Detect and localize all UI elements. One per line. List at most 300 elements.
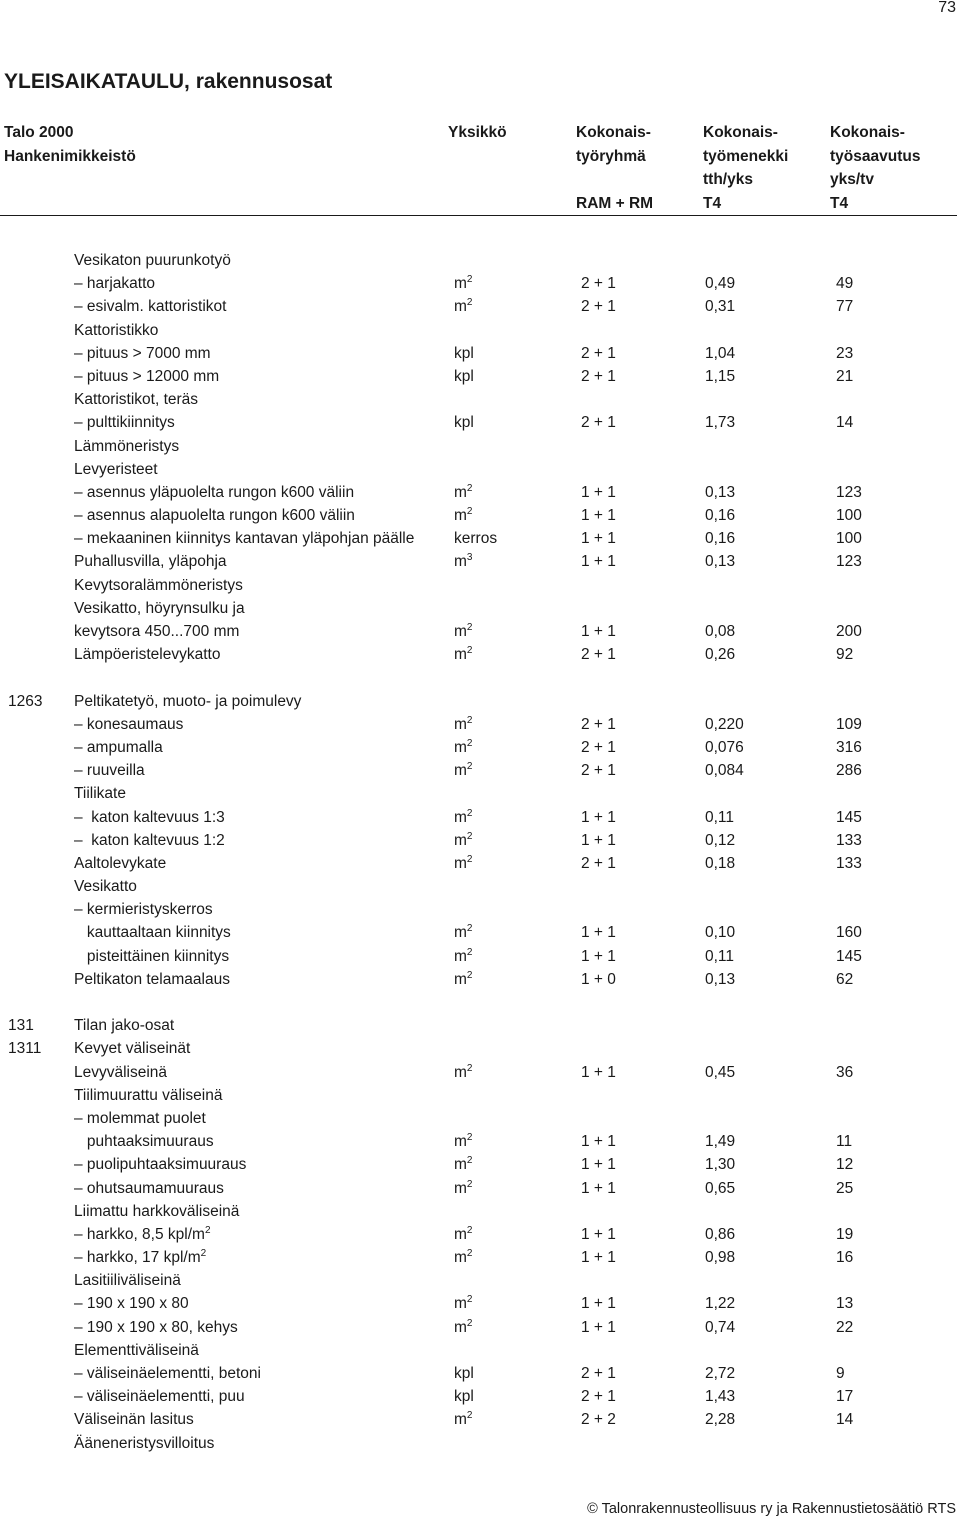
- item-label-text: Liimattu harkkoväliseinä: [74, 1202, 240, 1220]
- table-row: [0, 1084, 960, 1107]
- item-label-text: – harjakatto: [74, 275, 155, 293]
- crew-cell: 1 + 1: [581, 808, 616, 826]
- item-label: [74, 852, 166, 875]
- item-label-text: kevytsora 450...700 mm: [74, 623, 240, 640]
- table-row: [0, 365, 960, 388]
- item-label: [74, 1269, 181, 1292]
- crew-cell: 1 + 1: [581, 831, 616, 849]
- unit-cell: [454, 411, 474, 434]
- item-label-text: – konesaumaus: [74, 715, 184, 733]
- crew-cell: 1 + 1: [581, 1249, 616, 1267]
- unit-text: m: [454, 970, 467, 988]
- unit-cell: [454, 620, 472, 643]
- unit-text: m: [454, 298, 467, 316]
- item-label: [74, 365, 219, 388]
- item-label-text: – 190 x 190 x 80: [74, 1295, 189, 1313]
- unit-cell: [454, 295, 472, 318]
- table-row: [0, 504, 960, 527]
- table-row: [0, 411, 960, 434]
- item-label: [74, 1223, 211, 1246]
- unit-text: kerros: [454, 530, 498, 548]
- item-label: [74, 1362, 261, 1385]
- effort-cell: 0,11: [705, 808, 735, 826]
- unit-cell: [454, 1177, 472, 1200]
- crew-cell: 2 + 1: [581, 646, 616, 664]
- item-label-text: puhtaaksimuuraus: [74, 1133, 214, 1151]
- unit-superscript: 2: [466, 1224, 473, 1236]
- item-label: [74, 1084, 222, 1107]
- output-cell: 17: [836, 1388, 854, 1406]
- header-line: tth/yks: [703, 171, 753, 188]
- table-row: [0, 759, 960, 782]
- item-label: [74, 875, 137, 898]
- item-label: [74, 1432, 214, 1455]
- unit-cell: [454, 1408, 472, 1431]
- item-label-text: Kattoristikot, teräs: [74, 391, 199, 409]
- effort-cell: 1,49: [705, 1133, 736, 1151]
- effort-cell: 0,98: [705, 1249, 736, 1267]
- unit-text: m: [454, 1063, 467, 1081]
- output-cell: 13: [836, 1295, 854, 1313]
- table-row: [0, 1385, 960, 1408]
- header-line: yks/tv: [830, 171, 874, 188]
- unit-cell: [454, 504, 472, 527]
- item-label: [74, 1246, 206, 1269]
- row-spacer: [0, 991, 960, 1014]
- item-label-text: Lämmöneristys: [74, 437, 180, 455]
- crew-cell: 1 + 0: [581, 970, 616, 988]
- output-cell: 9: [836, 1365, 845, 1382]
- unit-superscript: 2: [466, 622, 473, 633]
- table-row: [0, 295, 960, 318]
- table-row: [0, 1014, 960, 1037]
- unit-cell: [454, 759, 472, 782]
- item-label-text: – pituus > 12000 mm: [74, 367, 220, 385]
- page-number: 73: [938, 0, 956, 16]
- table-row: [0, 1223, 960, 1246]
- output-cell: 16: [836, 1249, 854, 1267]
- unit-text: m: [454, 553, 467, 571]
- item-label-text: Peltikaton telamaalaus: [74, 970, 230, 988]
- item-label-text: – esivalm. kattoristikot: [74, 298, 227, 316]
- item-label-text: Kevytsoralämmöneristys: [74, 576, 243, 594]
- unit-text: m: [454, 854, 467, 872]
- effort-cell: 0,13: [705, 553, 736, 571]
- item-label: [74, 898, 213, 921]
- table-row: [0, 1432, 960, 1455]
- table-row: [0, 1177, 960, 1200]
- table-row: [0, 852, 960, 875]
- item-label: [74, 921, 231, 944]
- item-label: [74, 319, 158, 342]
- header-line: Kokonais-: [576, 124, 651, 141]
- table-row: [0, 1200, 960, 1223]
- table-row: [0, 1153, 960, 1176]
- unit-cell: [454, 829, 472, 852]
- item-label: [74, 713, 183, 736]
- unit-cell: [454, 527, 497, 550]
- unit-superscript: 2: [466, 482, 473, 494]
- header-line: Kokonais-: [703, 124, 778, 141]
- table-row: [0, 249, 960, 272]
- output-cell: 133: [836, 831, 862, 849]
- unit-text: m: [454, 1249, 467, 1267]
- item-label-text: Vesikatto: [74, 878, 137, 896]
- item-label: [74, 1408, 194, 1431]
- item-label: [74, 1177, 224, 1200]
- item-label: [74, 597, 245, 620]
- table-row: [0, 620, 960, 643]
- unit-text: m: [454, 1179, 467, 1197]
- item-label: [74, 782, 126, 805]
- output-cell: 160: [836, 924, 862, 942]
- crew-cell: 1 + 1: [581, 924, 616, 942]
- output-cell: 92: [836, 646, 854, 664]
- item-label-text: Puhallusvilla, yläpohja: [74, 553, 227, 571]
- output-cell: 100: [836, 530, 862, 548]
- header-line: työmenekki: [703, 147, 789, 165]
- item-label: [74, 1037, 190, 1060]
- item-label: [74, 481, 354, 504]
- unit-superscript: 2: [466, 645, 473, 657]
- item-label-text: Lasitiiliväliseinä: [74, 1272, 181, 1290]
- unit-cell: [454, 1130, 472, 1153]
- table-row: [0, 1292, 960, 1315]
- unit-cell: [454, 365, 474, 388]
- unit-text: m: [454, 1295, 467, 1313]
- unit-text: m: [454, 1411, 467, 1429]
- table-row: [0, 1408, 960, 1431]
- item-label: [74, 342, 211, 365]
- effort-cell: 1,15: [705, 367, 736, 385]
- header-line: Kokonais-: [830, 124, 905, 141]
- table-row: [0, 806, 960, 829]
- unit-text: m: [454, 1318, 467, 1336]
- unit-text: m: [454, 762, 467, 780]
- effort-cell: 0,076: [705, 738, 744, 756]
- table-row: [0, 898, 960, 921]
- item-code: 1263: [8, 692, 43, 710]
- item-label-text: Aaltolevykate: [74, 854, 167, 872]
- unit-superscript: 2: [466, 274, 473, 286]
- item-label-text: – katon kaltevuus 1:2: [74, 831, 225, 849]
- output-cell: 21: [836, 367, 854, 385]
- page-title: YLEISAIKATAULU, rakennusosat: [4, 70, 333, 93]
- unit-text: m: [454, 1225, 467, 1243]
- table-row: [0, 435, 960, 458]
- unit-superscript: 2: [466, 1155, 473, 1167]
- header-line: Talo 2000: [4, 124, 74, 141]
- item-label-text: Elementtiväliseinä: [74, 1341, 199, 1359]
- table-row: [0, 481, 960, 504]
- output-cell: 145: [836, 947, 862, 965]
- unit-superscript: 2: [466, 761, 473, 773]
- unit-superscript: 2: [466, 1132, 473, 1144]
- copyright-footer: © Talonrakennusteollisuus ry ja Rakennustietosäätiö RTS: [587, 1501, 956, 1517]
- unit-cell: [454, 1292, 472, 1315]
- unit-superscript: 2: [466, 1410, 473, 1422]
- table-row: [0, 1107, 960, 1130]
- item-label: [74, 829, 225, 852]
- item-label-text: – harkko, 8,5 kpl/m: [74, 1225, 205, 1243]
- output-cell: 11: [836, 1133, 853, 1151]
- unit-text: m: [454, 1156, 467, 1174]
- unit-text: m: [454, 831, 467, 849]
- output-cell: 25: [836, 1179, 854, 1197]
- output-cell: 100: [836, 507, 862, 525]
- unit-text: m: [454, 715, 467, 733]
- effort-cell: 0,084: [705, 762, 744, 780]
- output-cell: 133: [836, 854, 862, 872]
- effort-cell: 0,11: [705, 947, 735, 965]
- unit-cell: [454, 1385, 474, 1408]
- item-label: [74, 435, 179, 458]
- effort-cell: 0,45: [705, 1063, 736, 1081]
- unit-text: m: [454, 924, 467, 942]
- unit-text: m: [454, 947, 467, 965]
- effort-cell: 0,220: [705, 715, 744, 733]
- table-row: [0, 1362, 960, 1385]
- unit-text: m: [454, 275, 467, 293]
- item-label-text: Levyeristeet: [74, 460, 158, 478]
- item-label-text: Väliseinän lasitus: [74, 1411, 194, 1429]
- crew-cell: 2 + 1: [581, 738, 616, 756]
- crew-cell: 1 + 1: [581, 1318, 616, 1336]
- unit-superscript: 2: [466, 1178, 473, 1190]
- unit-cell: [454, 342, 474, 365]
- item-label: [74, 968, 230, 991]
- unit-superscript: 2: [466, 1248, 473, 1260]
- output-cell: 316: [836, 738, 862, 756]
- table-row: [0, 1130, 960, 1153]
- item-label-text: Peltikatetyö, muoto- ja poimulevy: [74, 692, 302, 710]
- item-label-text: – harkko, 17 kpl/m: [74, 1249, 201, 1267]
- unit-cell: [454, 1316, 472, 1339]
- table-row: [0, 388, 960, 411]
- effort-cell: 2,28: [705, 1411, 736, 1429]
- unit-text: kpl: [454, 367, 474, 385]
- table-row: [0, 342, 960, 365]
- item-label-text: – pituus > 7000 mm: [74, 344, 211, 362]
- unit-text: m: [454, 623, 467, 640]
- item-label: [74, 527, 414, 550]
- unit-cell: [454, 272, 472, 295]
- unit-cell: [454, 921, 472, 944]
- unit-cell: [454, 481, 472, 504]
- output-cell: 36: [836, 1063, 854, 1081]
- unit-superscript: 2: [466, 714, 473, 726]
- output-cell: 22: [836, 1318, 854, 1336]
- item-label: [74, 806, 225, 829]
- item-label-text: – pulttikiinnitys: [74, 414, 175, 432]
- unit-cell: [454, 968, 472, 991]
- table-row: [0, 1316, 960, 1339]
- item-label: [74, 1153, 246, 1176]
- unit-cell: [454, 1246, 472, 1269]
- crew-cell: 2 + 1: [581, 715, 616, 733]
- header-line: työryhmä: [576, 147, 646, 165]
- crew-cell: 1 + 1: [581, 1179, 616, 1197]
- item-label-text: – asennus alapuolelta rungon k600 väliin: [74, 507, 355, 525]
- item-label-text: Kevyet väliseinät: [74, 1040, 191, 1058]
- unit-text: kpl: [454, 1388, 474, 1406]
- item-label-text: – asennus yläpuolelta rungon k600 väliin: [74, 483, 355, 501]
- table-row: [0, 782, 960, 805]
- item-label-text: Vesikaton puurunkotyö: [74, 252, 231, 269]
- unit-text: m: [454, 1133, 467, 1151]
- unit-superscript: 2: [466, 1294, 473, 1306]
- effort-cell: 0,16: [705, 530, 736, 548]
- unit-cell: [454, 736, 472, 759]
- effort-cell: 0,16: [705, 507, 736, 525]
- output-cell: 14: [836, 414, 854, 432]
- item-label: [74, 249, 231, 272]
- item-label-text: Lämpöeristelevykatto: [74, 646, 221, 664]
- crew-cell: 2 + 1: [581, 367, 616, 385]
- unit-superscript: 2: [466, 946, 473, 958]
- item-label: [74, 1130, 214, 1153]
- crew-cell: 2 + 1: [581, 414, 616, 432]
- table-row: [0, 921, 960, 944]
- item-label-text: – ruuveilla: [74, 762, 145, 780]
- header-line: RAM + RM: [576, 194, 654, 212]
- output-cell: 49: [836, 275, 854, 293]
- table-row: [0, 1269, 960, 1292]
- unit-cell: [454, 1153, 472, 1176]
- item-label: [74, 620, 239, 643]
- item-label: [74, 1385, 245, 1408]
- unit-text: kpl: [454, 344, 474, 362]
- output-cell: 123: [836, 553, 862, 571]
- crew-cell: 2 + 1: [581, 1388, 616, 1406]
- item-label-text: Tiilikate: [74, 785, 126, 803]
- item-code: 131: [8, 1017, 34, 1035]
- output-cell: 123: [836, 483, 862, 501]
- table-row: [0, 574, 960, 597]
- item-label: [74, 504, 355, 527]
- table-header: [0, 121, 957, 216]
- output-cell: 12: [836, 1156, 854, 1174]
- table-row: [0, 875, 960, 898]
- unit-cell: [454, 550, 472, 573]
- unit-text: kpl: [454, 414, 474, 432]
- output-cell: 14: [836, 1411, 854, 1429]
- table-row: [0, 319, 960, 342]
- table-row: [0, 550, 960, 573]
- crew-cell: 2 + 1: [581, 275, 616, 293]
- table-row: [0, 458, 960, 481]
- crew-cell: 2 + 1: [581, 1365, 616, 1382]
- crew-cell: 1 + 1: [581, 1156, 616, 1174]
- unit-superscript: 2: [466, 807, 473, 819]
- output-cell: 145: [836, 808, 862, 826]
- item-label: [74, 736, 163, 759]
- item-label-text: – kermieristyskerros: [74, 901, 213, 919]
- table-row: [0, 1246, 960, 1269]
- unit-text: m: [454, 808, 467, 826]
- item-label-text: pisteittäinen kiinnitys: [74, 947, 230, 965]
- effort-cell: 0,49: [705, 275, 736, 293]
- table-row: [0, 945, 960, 968]
- crew-cell: 2 + 1: [581, 854, 616, 872]
- item-label-text: Tilan jako-osat: [74, 1017, 175, 1035]
- crew-cell: 1 + 1: [581, 623, 616, 640]
- unit-text: m: [454, 646, 467, 664]
- effort-cell: 0,74: [705, 1318, 736, 1336]
- unit-text: kpl: [454, 1365, 474, 1382]
- effort-cell: 1,73: [705, 414, 736, 432]
- unit-cell: [454, 713, 472, 736]
- unit-superscript: 2: [466, 506, 473, 518]
- unit-text: m: [454, 507, 467, 525]
- item-label: [74, 1014, 174, 1037]
- item-label-text: kauttaaltaan kiinnitys: [74, 924, 231, 942]
- unit-superscript: 2: [466, 969, 473, 981]
- item-label-text: Levyväliseinä: [74, 1063, 168, 1081]
- unit-superscript: 3: [466, 552, 473, 564]
- unit-superscript: 2: [466, 737, 473, 749]
- unit-text: m: [454, 483, 467, 501]
- unit-cell: [454, 945, 472, 968]
- output-cell: 23: [836, 344, 854, 362]
- table-row: [0, 643, 960, 666]
- item-label: [74, 690, 301, 713]
- effort-cell: 0,10: [705, 924, 736, 942]
- crew-cell: 1 + 1: [581, 947, 616, 965]
- table-row: [0, 1339, 960, 1362]
- item-label: [74, 1316, 238, 1339]
- effort-cell: 0,31: [705, 298, 736, 316]
- header-line: Yksikkö: [448, 124, 507, 141]
- effort-cell: 1,04: [705, 344, 736, 362]
- table-row: [0, 1037, 960, 1060]
- crew-cell: 1 + 1: [581, 1225, 616, 1243]
- output-cell: 62: [836, 970, 854, 988]
- item-label-text: – ohutsaumamuuraus: [74, 1179, 224, 1197]
- item-code: 1311: [8, 1040, 42, 1058]
- effort-cell: 0,13: [705, 970, 736, 988]
- item-label: [74, 759, 145, 782]
- item-label-text: – mekaaninen kiinnitys kantavan yläpohjan päälle: [74, 530, 415, 548]
- item-label: [74, 1339, 199, 1362]
- effort-cell: 0,65: [705, 1179, 736, 1197]
- unit-superscript: 2: [466, 853, 473, 865]
- crew-cell: 1 + 1: [581, 1063, 616, 1081]
- item-label: [74, 1200, 239, 1223]
- item-label-text: – puolipuhtaaksimuuraus: [74, 1156, 247, 1174]
- crew-cell: 2 + 1: [581, 344, 616, 362]
- effort-cell: 1,22: [705, 1295, 736, 1313]
- output-cell: 200: [836, 623, 862, 640]
- item-label: [74, 272, 155, 295]
- crew-cell: 1 + 1: [581, 553, 616, 571]
- header-line: T4: [703, 194, 722, 212]
- effort-cell: 1,43: [705, 1388, 736, 1406]
- item-label: [74, 574, 243, 597]
- table-row: [0, 597, 960, 620]
- crew-cell: 1 + 1: [581, 483, 616, 501]
- unit-superscript: 2: [466, 297, 473, 309]
- item-label: [74, 550, 227, 573]
- unit-superscript: 2: [466, 923, 473, 935]
- schedule-table-body: [0, 249, 960, 1455]
- crew-cell: 1 + 1: [581, 1133, 616, 1151]
- item-label-text: Tiilimuurattu väliseinä: [74, 1086, 223, 1104]
- crew-cell: 1 + 1: [581, 530, 616, 548]
- item-label: [74, 643, 220, 666]
- item-label-text: Kattoristikko: [74, 321, 159, 339]
- item-label-superscript: 2: [200, 1248, 207, 1260]
